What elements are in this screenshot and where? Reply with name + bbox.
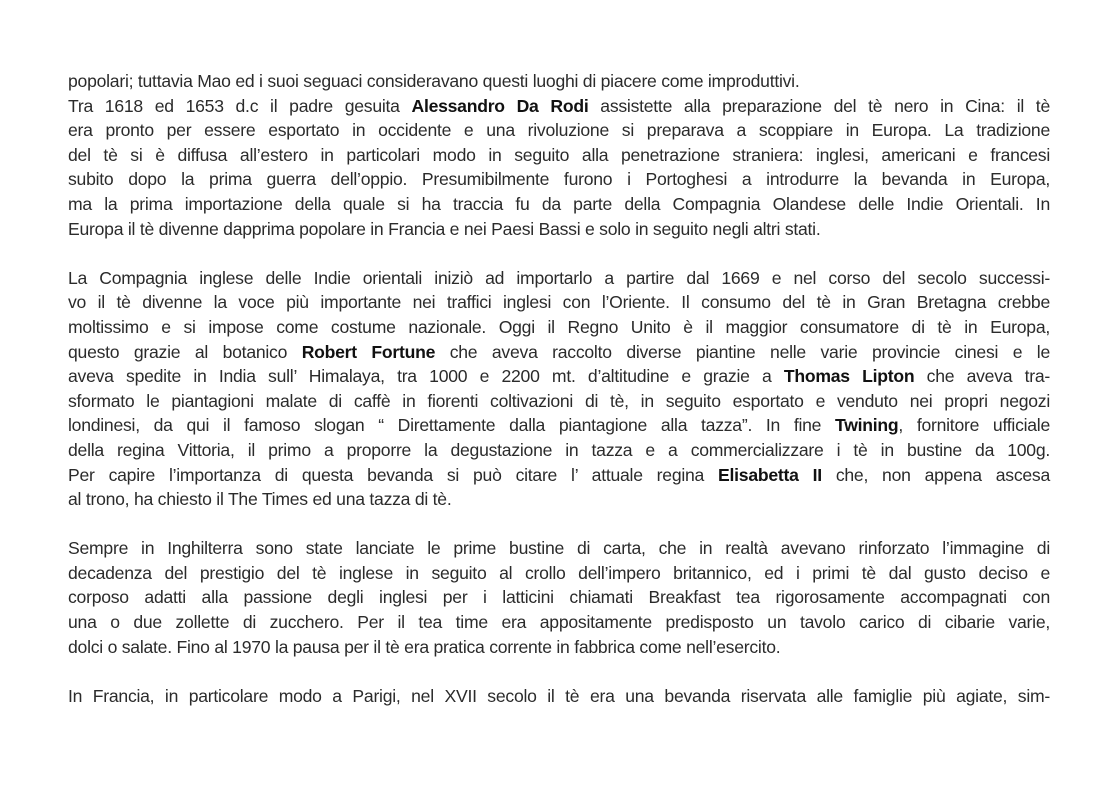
text-line: popolari; tuttavia Mao ed i suoi seguaci consideravano questi luoghi di piacere come improduttivi. — [68, 71, 800, 91]
paragraph-2 — [68, 266, 1050, 512]
text-line: Sempre in Inghilterra sono state lanciate le prime bustine di carta, che in realtà avevano rinforzato l’immagine di — [68, 538, 1050, 559]
text-line: sformato le piantagioni malate di caffè in fiorenti coltivazioni di tè, in seguito esportato e venduto nei propri negozi — [68, 390, 1050, 411]
name-robert-fortune: Robert Fortune — [301, 341, 436, 362]
paragraph-gap — [68, 512, 1050, 537]
name-thomas-lipton: Thomas Lipton — [783, 366, 915, 387]
text-run: assistette alla preparazione del tè nero in Cina: il tè — [588, 95, 1050, 116]
text-line — [68, 463, 1050, 488]
text-line: una o due zollette di zucchero. Per il tea time era appositamente predisposto un tavolo carico di cibarie varie, — [68, 612, 1050, 633]
paragraph-gap — [68, 241, 1050, 266]
text-line: al trono, ha chiesto il The Times ed una tazza di tè. — [68, 489, 452, 510]
text-line: del tè si è diffusa all’estero in particolari modo in seguito alla penetrazione straniera: inglesi, americani e francesi — [68, 144, 1050, 165]
text-line: della regina Vittoria, il primo a proporre la degustazione in tazza e a commercializzare i tè in bustine da 100g. — [68, 439, 1050, 460]
paragraph-gap — [68, 659, 1050, 684]
text-run: Tra 1618 ed 1653 d.c il padre gesuita — [68, 95, 412, 116]
text-run: che aveva tra- — [914, 366, 1051, 387]
name-twining: Twining — [835, 415, 899, 436]
text-line: decadenza del prestigio del tè inglese in seguito al crollo dell’impero britannico, ed i primi tè dal gusto deciso e — [68, 562, 1050, 583]
text-run: londinesi, da qui il famoso slogan “ Direttamente dalla piantagione alla tazza”. In fine — [68, 415, 835, 436]
name-elisabetta-ii: Elisabetta II — [718, 464, 822, 485]
text-line: subito dopo la prima guerra dell’oppio. Presumibilmente furono i Portoghesi a introdurre la bevanda in Europa, — [68, 169, 1050, 190]
text-run: questo grazie al botanico — [68, 341, 302, 362]
text-run: aveva spedite in India sull’ Himalaya, tra 1000 e 2200 mt. d’altitudine e grazie a — [68, 366, 784, 387]
name-alessandro-da-rodi: Alessandro Da Rodi — [411, 95, 589, 116]
text-line: La Compagnia inglese delle Indie orientali iniziò ad importarlo a partire dal 1669 e nel corso del secolo successi- — [68, 267, 1050, 288]
text-line: dolci o salate. Fino al 1970 la pausa per il tè era pratica corrente in fabbrica come nell’esercito. — [68, 636, 781, 657]
text-line — [68, 340, 1050, 365]
text-line — [68, 94, 1050, 119]
paragraph-3 — [68, 536, 1050, 659]
text-run: che aveva raccolto diverse piantine nelle varie provincie cinesi e le — [435, 341, 1050, 362]
text-line: corposo adatti alla passione degli inglesi per i latticini chiamati Breakfast tea rigorosamente accompagnati con — [68, 587, 1050, 608]
text-run: che, non appena ascesa — [821, 464, 1050, 485]
paragraph-4 — [68, 684, 1050, 709]
text-line: moltissimo e si impose come costume nazionale. Oggi il Regno Unito è il maggior consumatore di tè in Europa, — [68, 316, 1050, 337]
body-text — [68, 69, 1050, 708]
text-line — [68, 364, 1050, 389]
text-line — [68, 413, 1050, 438]
text-run: , fornitore ufficiale — [898, 415, 1050, 436]
text-line: vo il tè divenne la voce più importante nei traffici inglesi con l’Oriente. Il consumo del tè in Gran Bretagna crebbe — [68, 292, 1050, 313]
text-line: era pronto per essere esportato in occidente e una rivoluzione si preparava a scoppiare in Europa. La tradizione — [68, 120, 1050, 141]
paragraph-1 — [68, 69, 1050, 241]
text-run: Per capire l’importanza di questa bevanda si può citare l’ attuale regina — [68, 464, 719, 485]
text-line: In Francia, in particolare modo a Parigi, nel XVII secolo il tè era una bevanda riservata alle famiglie più agiate, sim- — [68, 685, 1050, 706]
text-line: ma la prima importazione della quale si ha traccia fu da parte della Compagnia Olandese delle Indie Orientali. In — [68, 193, 1050, 214]
text-line: Europa il tè divenne dapprima popolare in Francia e nei Paesi Bassi e solo in seguito negli altri stati. — [68, 218, 821, 239]
